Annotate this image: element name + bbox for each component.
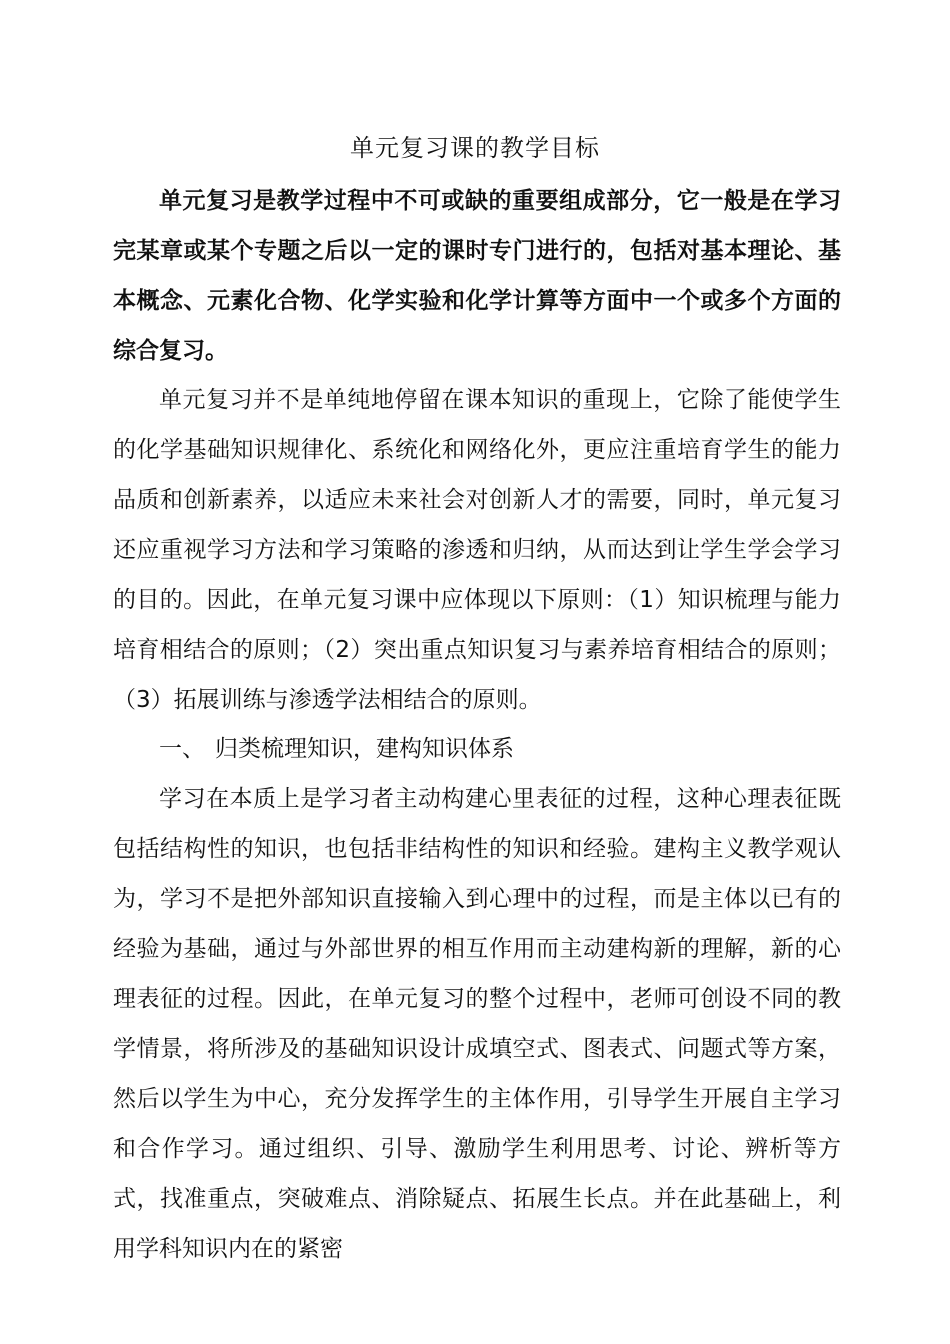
section-heading-number: 一、 bbox=[159, 736, 205, 762]
paragraph-intro: 单元复习是教学过程中不可或缺的重要组成部分，它一般是在学习完某章或某个专题之后以一定的课时专门进行的，包括对基本理论、基本概念、元素化合物、化学实验和化学计算等方面中一个或多个方面的综合复习。 bbox=[113, 188, 841, 364]
document-title: 单元复习课的教学目标 bbox=[350, 134, 600, 162]
section-heading-text: 归类梳理知识，建构知识体系 bbox=[215, 736, 514, 762]
paragraph-section-1-body: 学习在本质上是学习者主动构建心里表征的过程，这种心理表征既包括结构性的知识，也包括非结构性的知识和经验。建构主义教学观认为，学习不是把外部知识直接输入到心理中的过程，而是主体以已有的经验为基础，通过与外部世界的相互作用而主动建构新的理解，新的心理表征的过程。因此，在单元复习的整个过程中，老师可创设不同的教学情景，将所涉及的基础知识设计成填空式、图表式、问题式等方案，然后以学生为中心，充分发挥学生的主体作用，引导学生开展自主学习和合作学习。通过组织、引导、激励学生利用思考、讨论、辨析等方式，找准重点，突破难点、消除疑点、拓展生长点。并在此基础上，利用学科知识内在的紧密 bbox=[113, 786, 841, 1262]
section-heading-1 bbox=[113, 724, 841, 774]
paragraph-principles: 单元复习并不是单纯地停留在课本知识的重现上，它除了能使学生的化学基础知识规律化、系统化和网络化外，更应注重培育学生的能力品质和创新素养，以适应未来社会对创新人才的需要，同时，单元复习还应重视学习方法和学习策略的渗透和归纳，从而达到让学生学会学习的目的。因此，在单元复习课中应体现以下原则：（1）知识梳理与能力培育相结合的原则；（2）突出重点知识复习与素养培育相结合的原则；（3）拓展训练与渗透学法相结合的原则。 bbox=[113, 387, 841, 713]
